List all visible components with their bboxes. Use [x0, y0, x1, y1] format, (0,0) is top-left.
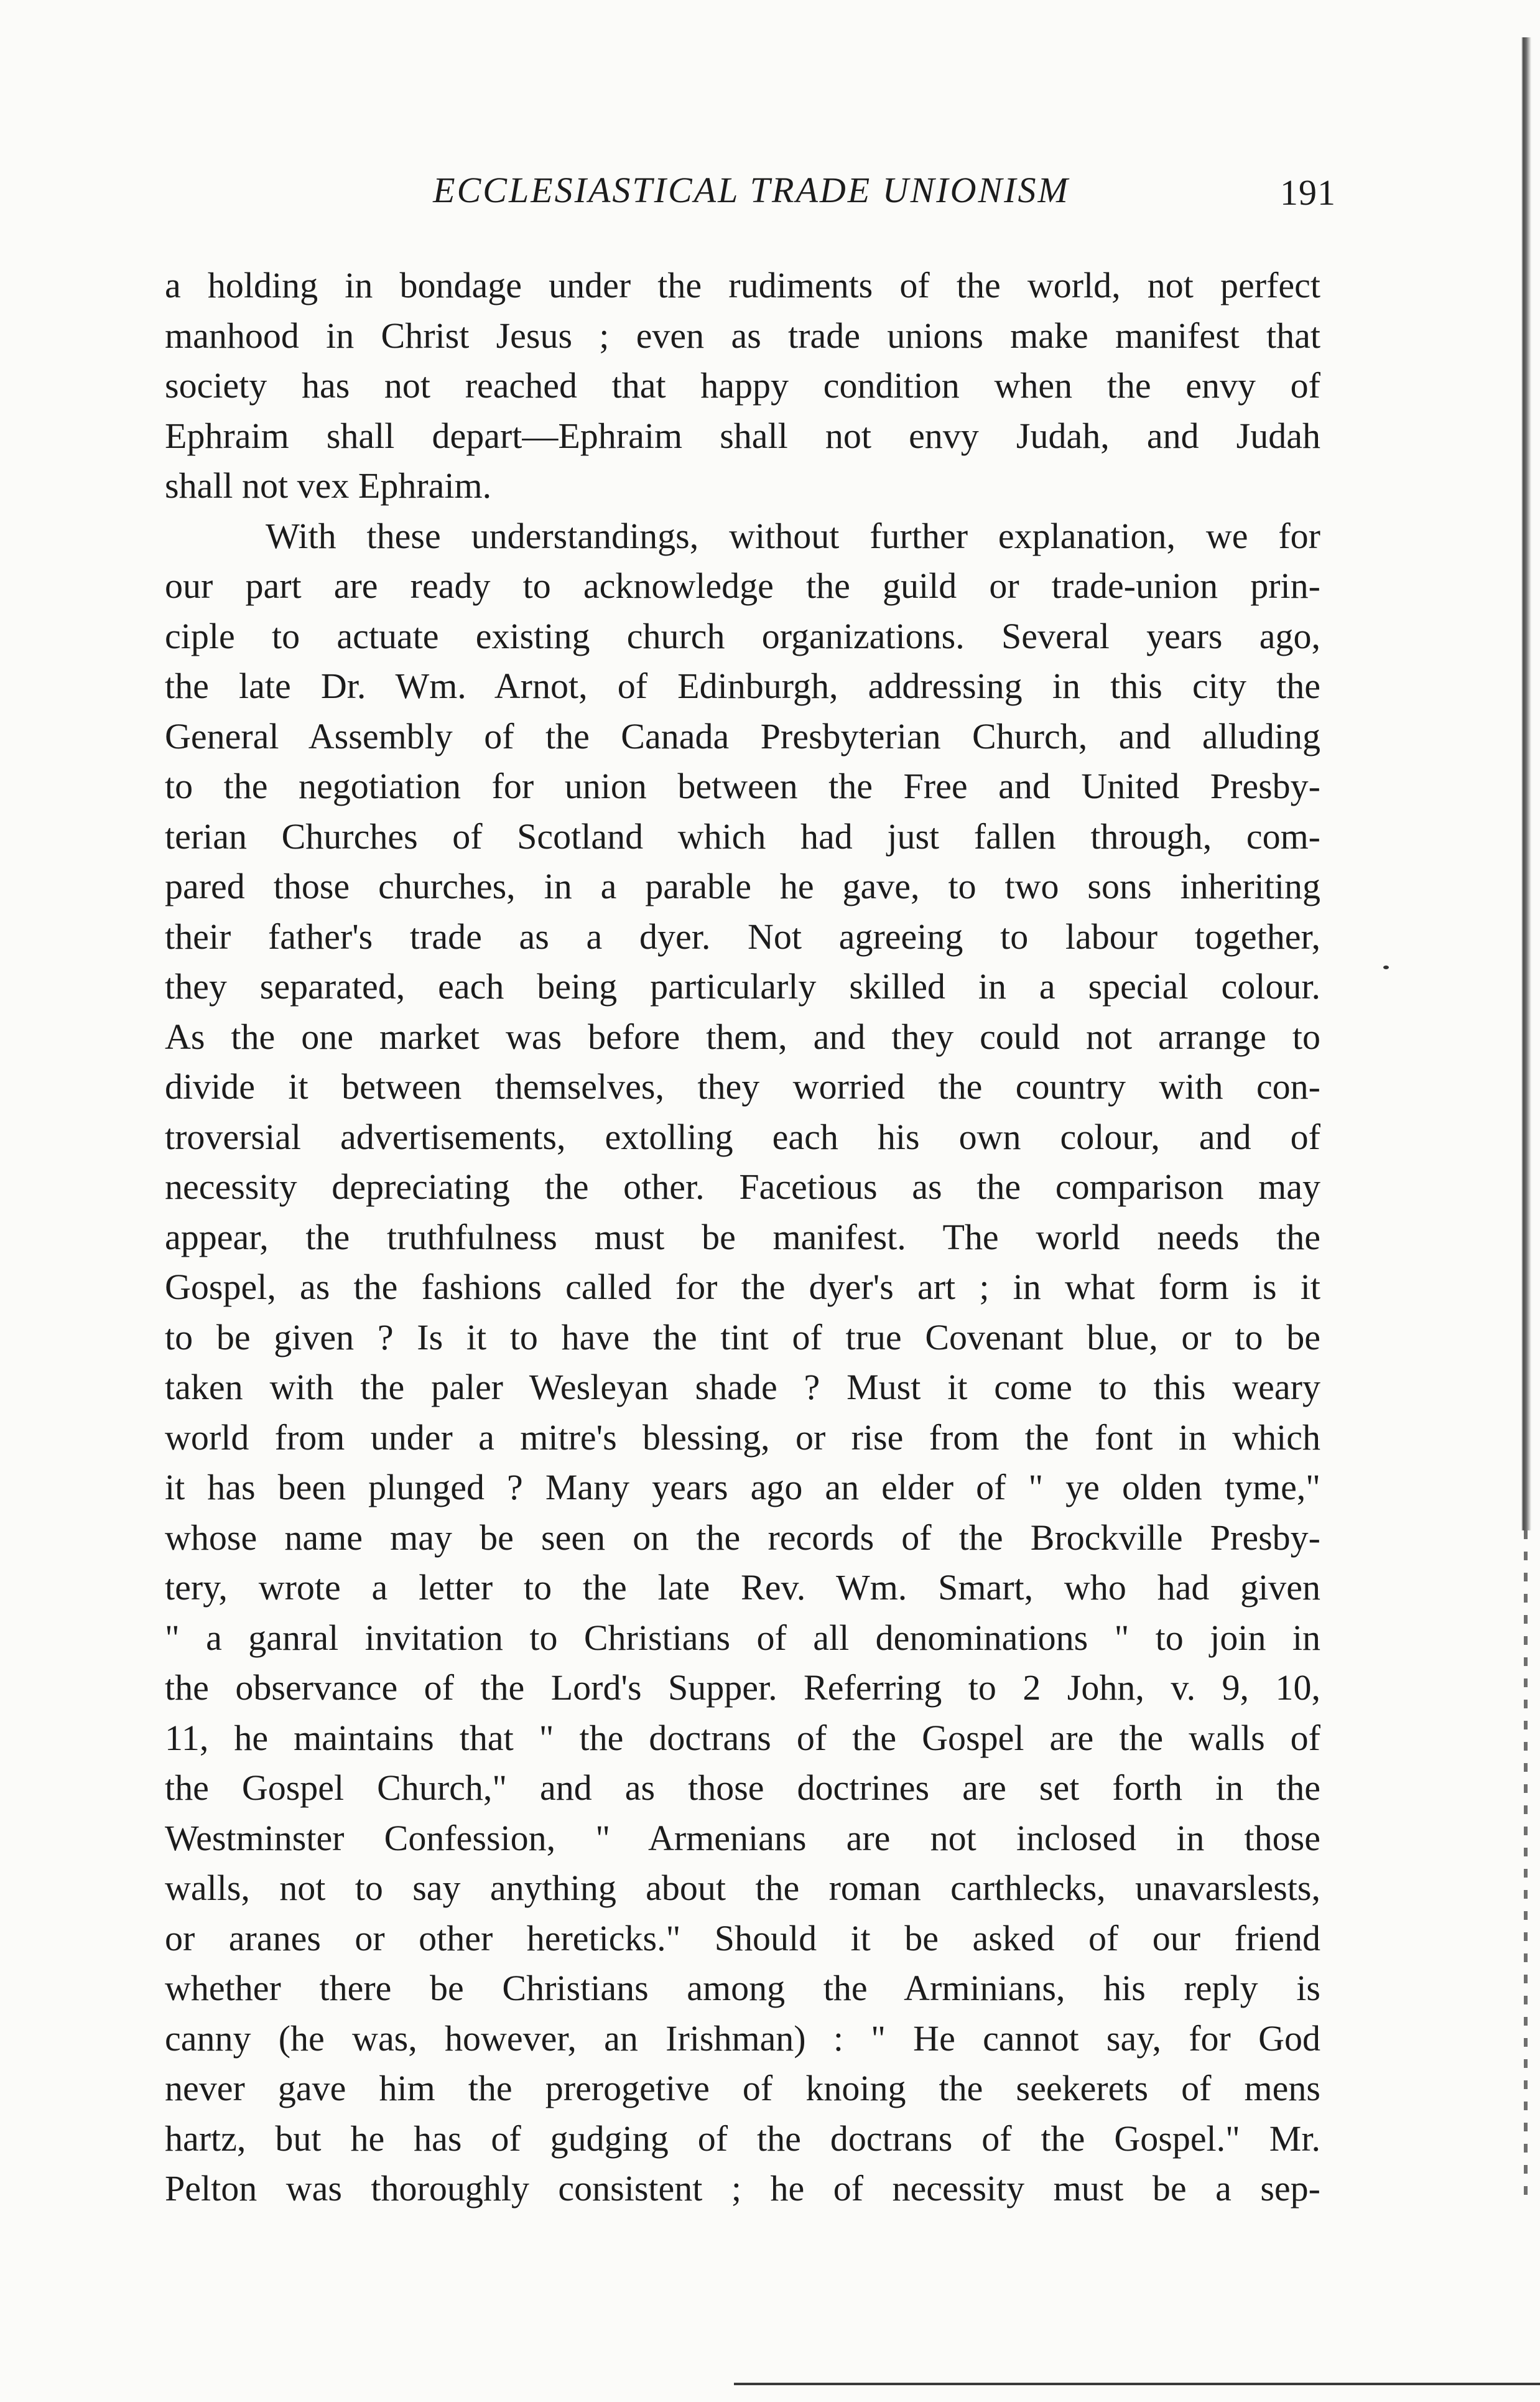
text-line: whose name may be seen on the records of the Brockville Presby-: [165, 1517, 1320, 1558]
text-line: Pelton was thoroughly consistent ; he of necessity must be a sep-: [165, 2168, 1320, 2209]
text-line: canny (he was, however, an Irishman) : " He cannot say, for God: [165, 2018, 1320, 2059]
text-line: taken with the paler Wesleyan shade ? Must it come to this weary: [165, 1367, 1320, 1407]
text-line: pared those churches, in a parable he gave, to two sons inheriting: [165, 866, 1320, 906]
text-line: divide it between themselves, they worried the country with con-: [165, 1066, 1320, 1107]
text-line: never gave him the prerogetive of knoing the seekerets of mens: [165, 2068, 1320, 2108]
scanned-page-edge-lower: [1524, 1530, 1528, 2202]
text-line: walls, not to say anything about the roman carthlecks, unavarslests,: [165, 1868, 1320, 1908]
text-line: appear, the truthfulness must be manifest. The world needs the: [165, 1216, 1320, 1257]
running-title: ECCLESIASTICAL TRADE UNIONISM: [433, 170, 1070, 210]
scanned-page-edge: [1521, 37, 1531, 1530]
page-number: 191: [1280, 172, 1336, 213]
text-line: 11, he maintains that " the doctrans of the Gospel are the walls of: [165, 1717, 1320, 1758]
text-line: troversial advertisements, extolling each his own colour, and of: [165, 1116, 1320, 1157]
text-line: hartz, but he has of gudging of the doctrans of the Gospel." Mr.: [165, 2118, 1320, 2159]
text-line: General Assembly of the Canada Presbyterian Church, and alluding: [165, 715, 1320, 756]
text-line: manhood in Christ Jesus ; even as trade unions make manifest that: [165, 315, 1320, 356]
text-line: our part are ready to acknowledge the guild or trade-union prin-: [165, 566, 1320, 606]
text-line: the Gospel Church," and as those doctrines are set forth in the: [165, 1767, 1320, 1808]
text-line: Ephraim shall depart—Ephraim shall not envy Judah, and Judah: [165, 415, 1320, 456]
text-line: ciple to actuate existing church organizations. Several years ago,: [165, 615, 1320, 656]
text-line: a holding in bondage under the rudiments of the world, not perfect: [165, 265, 1320, 305]
text-line: Gospel, as the fashions called for the dyer's art ; in what form is it: [165, 1267, 1320, 1307]
text-line: to be given ? Is it to have the tint of true Covenant blue, or to be: [165, 1316, 1320, 1357]
text-line: Westminster Confession, " Armenians are not inclosed in those: [165, 1817, 1320, 1858]
text-line: their father's trade as a dyer. Not agreeing to labour together,: [165, 916, 1320, 957]
text-line: whether there be Christians among the Arminians, his reply is: [165, 1968, 1320, 2008]
text-line: society has not reached that happy condition when the envy of: [165, 365, 1320, 406]
bottom-scan-line: [734, 2383, 1540, 2385]
text-line: it has been plunged ? Many years ago an elder of " ye olden tyme,": [165, 1467, 1320, 1507]
ink-speck: [1383, 966, 1389, 969]
paragraph-first-line: With these understandings, without further explanation, we for: [266, 515, 1320, 556]
running-head: [167, 167, 1336, 216]
body-text: [165, 261, 1320, 2209]
text-line: to the negotiation for union between the Free and United Presby-: [165, 766, 1320, 806]
text-line: " a ganral invitation to Christians of all denominations " to join in: [165, 1617, 1320, 1658]
text-line: world from under a mitre's blessing, or rise from the font in which: [165, 1417, 1320, 1458]
text-line: the observance of the Lord's Supper. Referring to 2 John, v. 9, 10,: [165, 1667, 1320, 1708]
text-line: the late Dr. Wm. Arnot, of Edinburgh, addressing in this city the: [165, 666, 1320, 706]
text-line: necessity depreciating the other. Facetious as the comparison may: [165, 1166, 1320, 1207]
text-line: shall not vex Ephraim.: [165, 465, 492, 506]
text-line: they separated, each being particularly skilled in a special colour.: [165, 966, 1320, 1007]
text-line: tery, wrote a letter to the late Rev. Wm. Smart, who had given: [165, 1567, 1320, 1608]
text-line: terian Churches of Scotland which had just fallen through, com-: [165, 816, 1320, 857]
text-line: As the one market was before them, and they could not arrange to: [165, 1016, 1320, 1057]
text-line: or aranes or other hereticks." Should it be asked of our friend: [165, 1917, 1320, 1958]
